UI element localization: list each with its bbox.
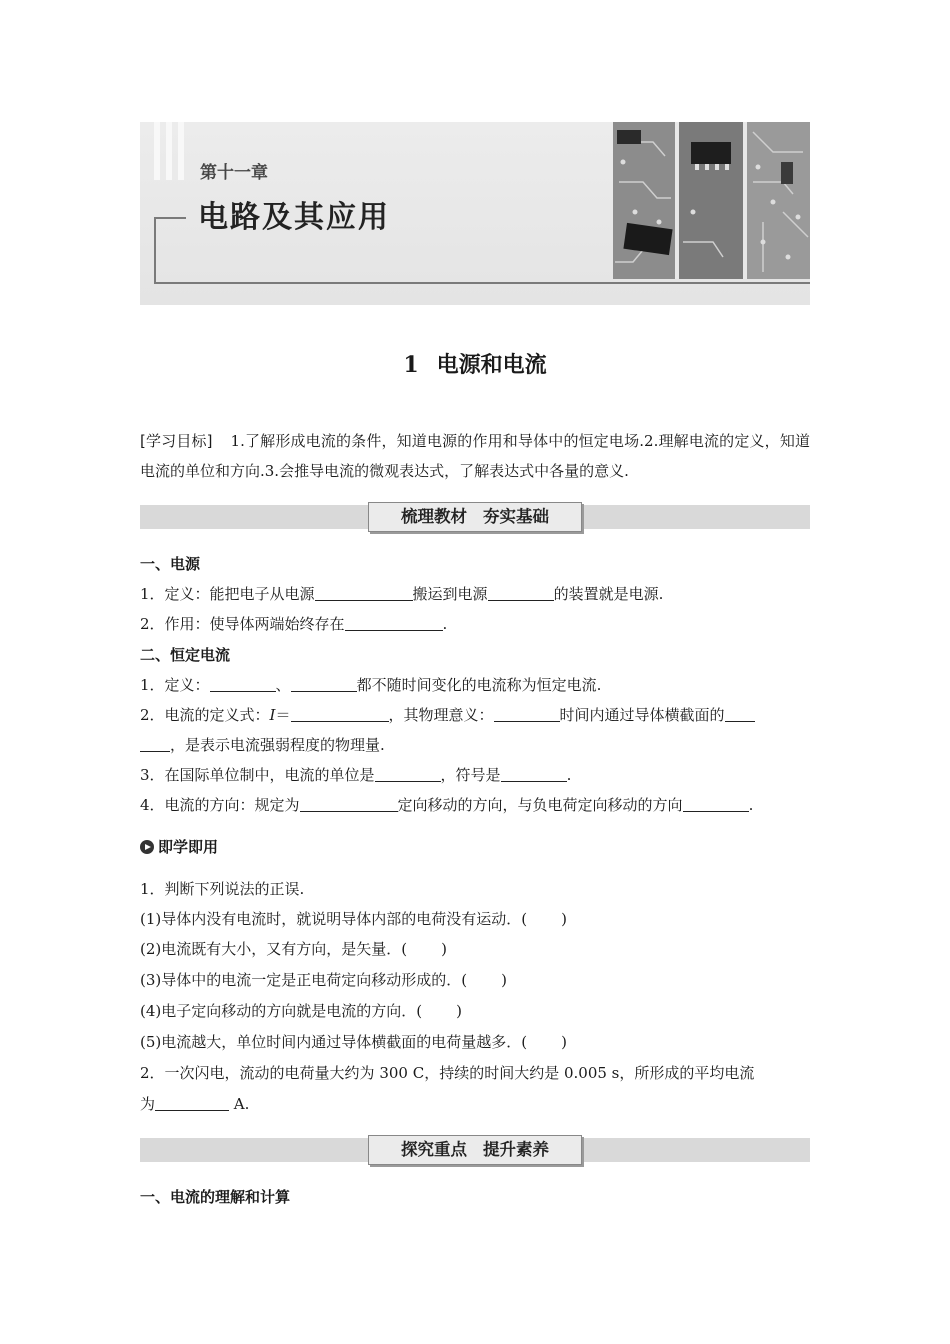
banner-rule [154,217,186,219]
true-false-item: (5)电流越大，单位时间内通过导体横截面的电荷量越多．( ) [140,1033,567,1051]
power-source-definition: 1．定义：能把电子从电源 搬运到电源 的装置就是电源. [140,585,664,603]
current-unit: 3．在国际单位制中，电流的单位是 ，符号是 . [140,766,572,784]
chapter-title: 电路及其应用 [198,200,390,235]
fill-blank[interactable] [291,706,389,722]
fill-blank[interactable] [291,676,357,692]
lesson-number: 1 [403,352,419,378]
practice-question-2: 2．一次闪电，流动的电荷量大约为 300 C，持续的时间大约是 0.005 s，所形成的平均电流 [140,1064,755,1082]
heading-current-understanding: 一、电流的理解和计算 [140,1188,291,1206]
practice-question-2-answer: 为 A. [140,1095,250,1113]
section-title-right: 夯实基础 [483,507,549,526]
fill-blank[interactable] [725,706,755,722]
fill-blank[interactable] [315,585,413,601]
heading-constant-current: 二、恒定电流 [140,646,231,664]
fill-blank[interactable] [375,766,441,782]
learning-goals-text: 1.了解形成电流的条件，知道电源的作用和导体中的恒定电场.2.理解电流的定义，知道电流的单位和方向.3.会推导电流的微观表达式，了解表达式中各量的意义. [140,432,810,480]
practice-question-1: 1．判断下列说法的正误. [140,880,305,898]
fill-blank[interactable] [488,585,554,601]
practice-heading: 即学即用 [140,832,810,862]
learning-goals [140,426,810,486]
section-band-explore [140,1138,810,1162]
learning-goals-tag: [学习目标] [140,432,213,450]
play-circle-icon [140,840,154,854]
chapter-banner [140,122,810,305]
section-title-right: 提升素养 [483,1140,549,1159]
lesson-title-text: 电源和电流 [436,353,547,378]
chapter-label: 第十一章 [200,163,268,183]
section-title-left: 探究重点 [401,1140,467,1159]
true-false-item: (4)电子定向移动的方向就是电流的方向．( ) [140,1002,462,1020]
true-false-item: (3)导体中的电流一定是正电荷定向移动形成的．( ) [140,971,507,989]
circuit-board-image [613,122,810,279]
banner-rule [154,282,810,284]
fill-blank[interactable] [210,676,276,692]
fill-blank[interactable] [683,796,749,812]
constant-current-definition: 1．定义： 、 都不随时间变化的电流称为恒定电流. [140,676,602,694]
true-false-item: (1)导体内没有电流时，就说明导体内部的电荷没有运动．( ) [140,910,567,928]
section-title-box [368,1135,582,1165]
fill-blank[interactable] [345,615,443,631]
current-definition-continued: ，是表示电流强弱程度的物理量. [140,730,810,760]
current-definition-formula: 2．电流的定义式：I＝ ，其物理意义： 时间内通过导体横截面的 [140,700,810,730]
lesson-title [0,348,950,379]
fill-blank[interactable] [155,1095,229,1111]
current-direction: 4．电流的方向：规定为 定向移动的方向，与负电荷定向移动的方向 . [140,796,754,814]
fill-blank[interactable] [501,766,567,782]
banner-rule [154,217,156,283]
section-band-review [140,505,810,529]
banner-decor-stripe [154,122,160,180]
section-title-left: 梳理教材 [401,507,467,526]
power-source-function: 2．作用：使导体两端始终存在 . [140,615,448,633]
fill-blank[interactable] [494,706,560,722]
true-false-item: (2)电流既有大小，又有方向，是矢量．( ) [140,940,447,958]
fill-blank[interactable] [140,736,170,752]
fill-blank[interactable] [300,796,398,812]
heading-power-source: 一、电源 [140,555,201,573]
banner-decor-stripe [166,122,172,180]
section-title-box [368,502,582,532]
banner-decor-stripe [178,122,184,180]
current-symbol: I [269,706,276,724]
